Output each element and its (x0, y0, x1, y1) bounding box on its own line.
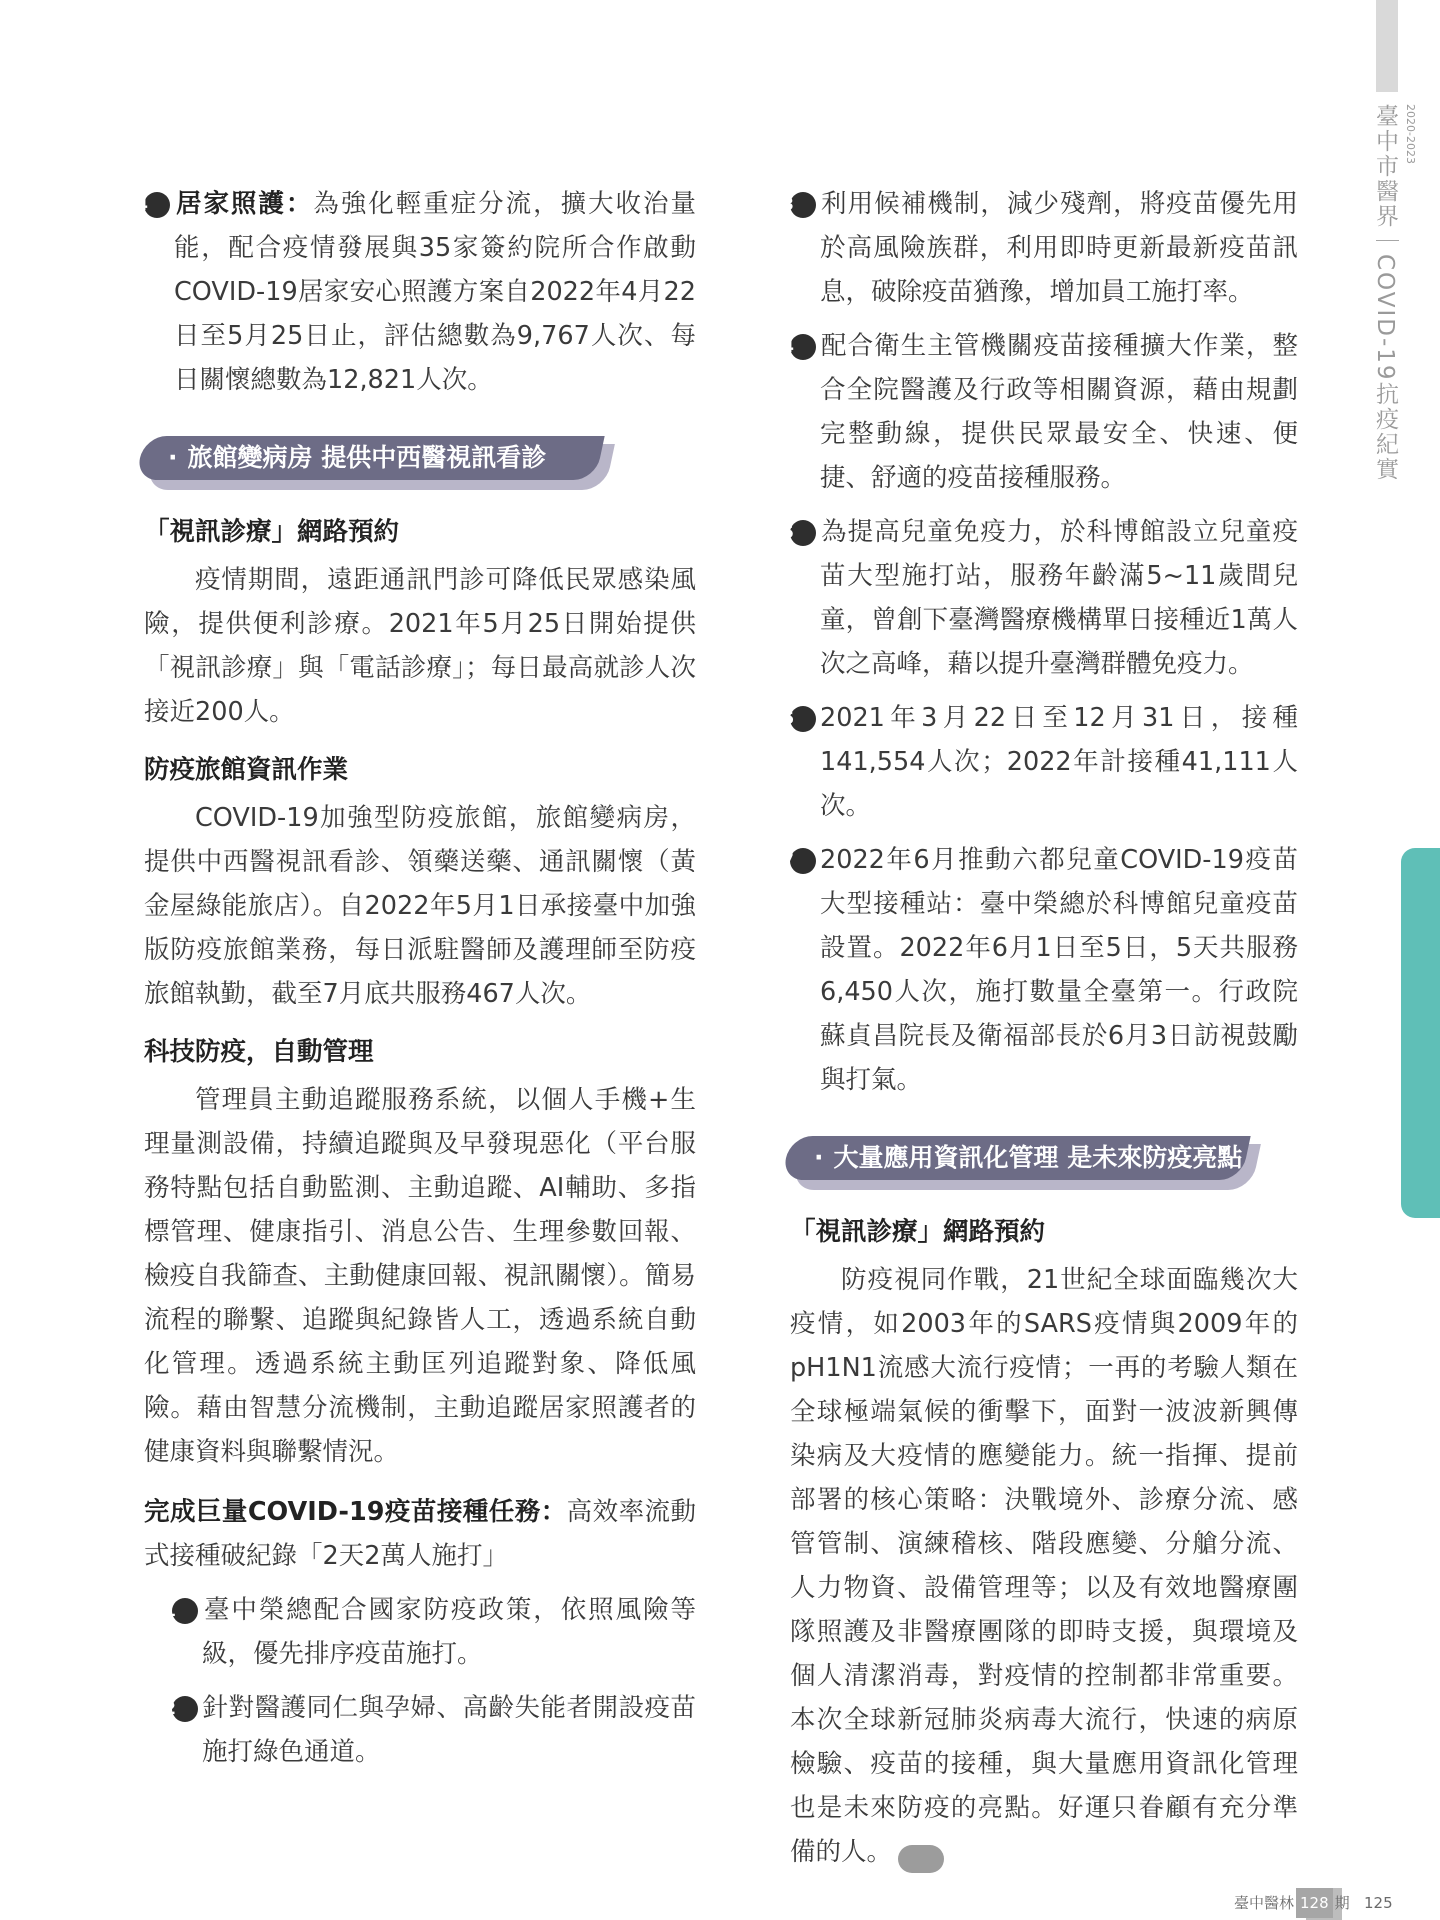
issue-suffix: 期 (1334, 1894, 1350, 1912)
vaccine-paragraph (144, 1490, 696, 1578)
number-badge: 6 (790, 706, 816, 732)
sub-heading: 「視訊診療」網路預約 (790, 1217, 1046, 1247)
paragraph: 疫情期間，遠距通訊門診可降低民眾感染風險，提供便利診療。2021年5月25日開始提供「視訊診療」與「電話診療」；每日最高就診人次接近200人。 (144, 565, 696, 727)
side-gray-bar (1376, 0, 1398, 92)
end-arrows-icon: ❯❯❯ (898, 1845, 944, 1873)
sub-heading: 防疫旅館資訊作業 (144, 755, 349, 785)
number-badge: 3 (790, 192, 816, 218)
home-care-item (136, 182, 696, 402)
side-chapter-tab[interactable] (1401, 848, 1440, 1218)
paragraph: 防疫視同作戰，21世紀全球面臨幾次大疫情，如2003年的SARS疫情與2009年的pH1N1流感大流行疫情；一再的考驗人類在全球極端氣候的衝擊下，面對一波波新興傳染病及大疫情的應變能力。統一指揮、提前部署的核心策略：決戰境外、診療分流、感管管制、演練稽核、階段應變、分艙分流、人力物資、設備管理等；以及有效地醫療團隊照護及非醫療團隊的即時支援，與環境及個人清潔消毒，對疫情的控制都非常重要。本次全球新冠肺炎病毒大流行，快速的病原檢驗、疫苗的接種，與大量應用資訊化管理也是未來防疫的亮點。好運只眷顧有充分準備的人。 ❯❯❯ (790, 1258, 1298, 1874)
sub-heading: 科技防疫，自動管理 (144, 1037, 374, 1067)
list-item: 5 為提高兒童免疫力，於科博館設立兒童疫苗大型施打站，服務年齡滿5~11歲間兒童，曾創下臺灣醫療機構單日接種近1萬人次之高峰，藉以提升臺灣群體免疫力。 (782, 517, 1298, 679)
number-badge: 7 (790, 848, 816, 874)
section-banner (140, 436, 696, 488)
number-badge: 1 (172, 1598, 198, 1624)
vaccine-title: 完成巨量COVID-19疫苗接種任務： (144, 1497, 567, 1527)
banner-title: · 大量應用資訊化管理 是未來防疫亮點 (814, 1143, 1243, 1172)
list-item: 1 臺中榮總配合國家防疫政策，依照風險等級，優先排序疫苗施打。 (164, 1595, 696, 1669)
vaccine-text: 高效率流動式接種破紀錄「2天2萬人施打」 (144, 1497, 696, 1571)
magazine-name: 臺中醫林 (1234, 1894, 1295, 1912)
paragraph: COVID-19加強型防疫旅館，旅館變病房，提供中西醫視訊看診、領藥送藥、通訊關懷（黃金屋綠能旅店）。自2022年5月1日承接臺中加強版防疫旅館業務，每日派駐醫師及護理師至防疫旅館執勤，截至7月底共服務467人次。 (144, 803, 696, 1009)
number-badge: 2 (172, 1696, 198, 1722)
page-number: 125 (1363, 1894, 1393, 1912)
number-badge: 5 (790, 520, 816, 546)
list-item: 3 利用候補機制，減少殘劑，將疫苗優先用於高風險族群，利用即時更新最新疫苗訊息，破除疫苗猶豫，增加員工施打率。 (782, 189, 1298, 307)
right-column (782, 182, 1298, 1874)
list-item: 7 2022年6月推動六都兒童COVID-19疫苗大型接種站：臺中榮總於科博館兒童疫苗設置。2022年6月1日至5日，5天共服務6,450人次，施打數量全臺第一。行政院蘇貞昌院長及衛福部長於6月3日訪視鼓勵與打氣。 (782, 845, 1298, 1095)
list-item: 4 配合衛生主管機關疫苗接種擴大作業，整合全院醫護及行政等相關資源，藉由規劃完整動線，提供民眾最安全、快速、便捷、舒適的疫苗接種服務。 (782, 331, 1298, 493)
item-label: 居家照護： (174, 189, 314, 219)
number-badge: 4 (144, 192, 170, 218)
list-item: 6 2021年3月22日至12月31日，接種141,554人次；2022年計接種41,111人次。 (782, 703, 1298, 821)
side-section-title: 臺中市醫界｜COVID-19抗疫紀實 (1372, 104, 1398, 482)
side-year: 2020-2023 (1404, 104, 1417, 164)
sub-heading: 「視訊診療」網路預約 (144, 517, 400, 547)
left-column (136, 182, 696, 1784)
page-footer (1234, 1888, 1393, 1918)
number-badge: 4 (790, 334, 816, 360)
banner-title: · 旅館變病房 提供中西醫視訊看診 (168, 443, 547, 472)
section-banner (786, 1136, 1298, 1188)
list-item: 2 針對醫護同仁與孕婦、高齡失能者開設疫苗施打綠色通道。 (164, 1693, 696, 1767)
item-text: 為強化輕重症分流，擴大收治量能，配合疫情發展與35家簽約院所合作啟動COVID-19居家安心照護方案自2022年4月22日至5月25日止，評估總數為9,767人次、每日關懷總數為12,821人次。 (174, 189, 696, 395)
paragraph: 管理員主動追蹤服務系統，以個人手機+生理量測設備，持續追蹤與及早發現惡化（平台服務特點包括自動監測、主動追蹤、AI輔助、多指標管理、健康指引、消息公告、生理參數回報、檢疫自我篩查、主動健康回報、視訊關懷）。簡易流程的聯繫、追蹤與紀錄皆人工，透過系統自動化管理。透過系統主動匡列追蹤對象、降低風險。藉由智慧分流機制，主動追蹤居家照護者的健康資料與聯繫情況。 (144, 1085, 696, 1467)
issue-number: 128 (1296, 1888, 1333, 1918)
